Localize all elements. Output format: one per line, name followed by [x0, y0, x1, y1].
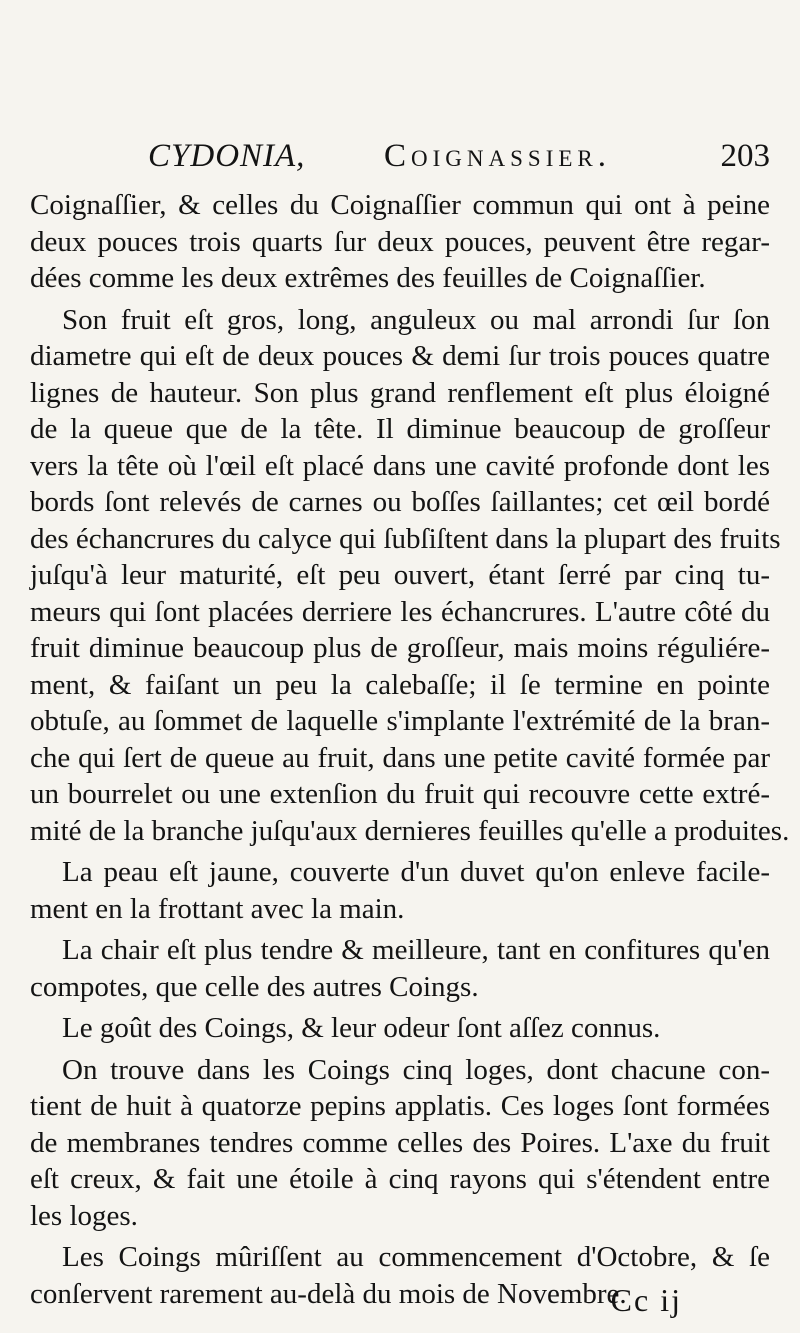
text-line: bords ſont relevés de carnes ou boſſes ſaillantes; cet œil bordé: [30, 486, 770, 518]
text-line: compotes, que celle des autres Coings.: [30, 970, 479, 1003]
text-line: eſt creux, & fait une étoile à cinq rayons qui s'étendent entre: [30, 1163, 770, 1195]
text-line: Son fruit eſt gros, long, anguleux ou mal arrondi ſur ſon: [62, 303, 770, 336]
text-line: Les Coings mûriſſent au commencement d'Octobre, & ſe: [62, 1241, 770, 1273]
paragraph: [30, 187, 770, 297]
text-line: fruit diminue beaucoup plus de groſſeur, mais moins réguliére-: [30, 632, 770, 664]
text-line: La chair eſt plus tendre & meilleure, tant en confitures qu'en: [62, 934, 770, 966]
text-line: de membranes tendres comme celles des Poires. L'axe du fruit: [30, 1126, 770, 1159]
text-line: La peau eſt jaune, couverte d'un duvet qu'on enleve facile-: [62, 856, 770, 888]
text-line: ment, & faiſant un peu la calebaſſe; il ſe termine en pointe: [30, 668, 770, 701]
text-line: vers la tête où l'œil eſt placé dans une cavité profonde dont les: [30, 449, 770, 482]
text-line: meurs qui ſont placées derriere les échancrures. L'autre côté du: [30, 595, 770, 628]
paragraph: [30, 854, 770, 927]
text-line: dées comme les deux extrêmes des feuilles de Coignaſſier.: [30, 262, 706, 294]
running-title-french: Coignassier.: [384, 138, 611, 174]
text-line: tient de huit à quatorze pepins applatis. Ces loges ſont formées: [30, 1090, 770, 1122]
text-line: les loges.: [30, 1199, 138, 1232]
signature-mark: Cc ij: [610, 1282, 682, 1318]
text-line: de la queue que de la tête. Il diminue beaucoup de groſſeur: [30, 413, 770, 445]
text-line: mité de la branche juſqu'aux dernieres feuilles qu'elle a produites.: [30, 814, 790, 847]
text-line: Coignaſſier, & celles du Coignaſſier commun qui ont à peine: [30, 189, 770, 221]
text-line: conſervent rarement au-delà du mois de Novembre.: [30, 1277, 627, 1310]
text-line: diametre qui eſt de deux pouces & demi ſur trois pouces quatre: [30, 340, 770, 372]
paragraph: [30, 1010, 770, 1047]
text-line: lignes de hauteur. Son plus grand renflement eſt plus éloigné: [30, 376, 770, 409]
text-line: juſqu'à leur maturité, eſt peu ouvert, étant ſerré par cinq tu-: [30, 559, 770, 591]
paragraph: [30, 302, 790, 850]
paragraph: [30, 1052, 770, 1235]
text-line: ment en la frottant avec la main.: [30, 892, 405, 925]
page-number: 203: [720, 138, 770, 174]
running-header: [148, 138, 770, 186]
paragraph: [30, 932, 770, 1005]
running-title-latin: CYDONIA,: [148, 138, 306, 174]
text-line: des échancrures du calyce qui ſubſiſtent dans la plupart des fruits: [30, 522, 781, 555]
text-line: obtuſe, au ſommet de laquelle s'implante l'extrémité de la bran-: [30, 705, 770, 737]
text-line: un bourrelet ou une extenſion du fruit qui recouvre cette extré-: [30, 778, 770, 810]
text-line: Le goût des Coings, & leur odeur ſont aſſez connus.: [62, 1012, 661, 1044]
text-line: On trouve dans les Coings cinq loges, dont chacune con-: [62, 1053, 770, 1086]
text-line: deux pouces trois quarts ſur deux pouces, peuvent être regar-: [30, 225, 770, 258]
body-text: [30, 187, 790, 1312]
text-line: che qui ſert de queue au fruit, dans une petite cavité formée par: [30, 741, 770, 774]
